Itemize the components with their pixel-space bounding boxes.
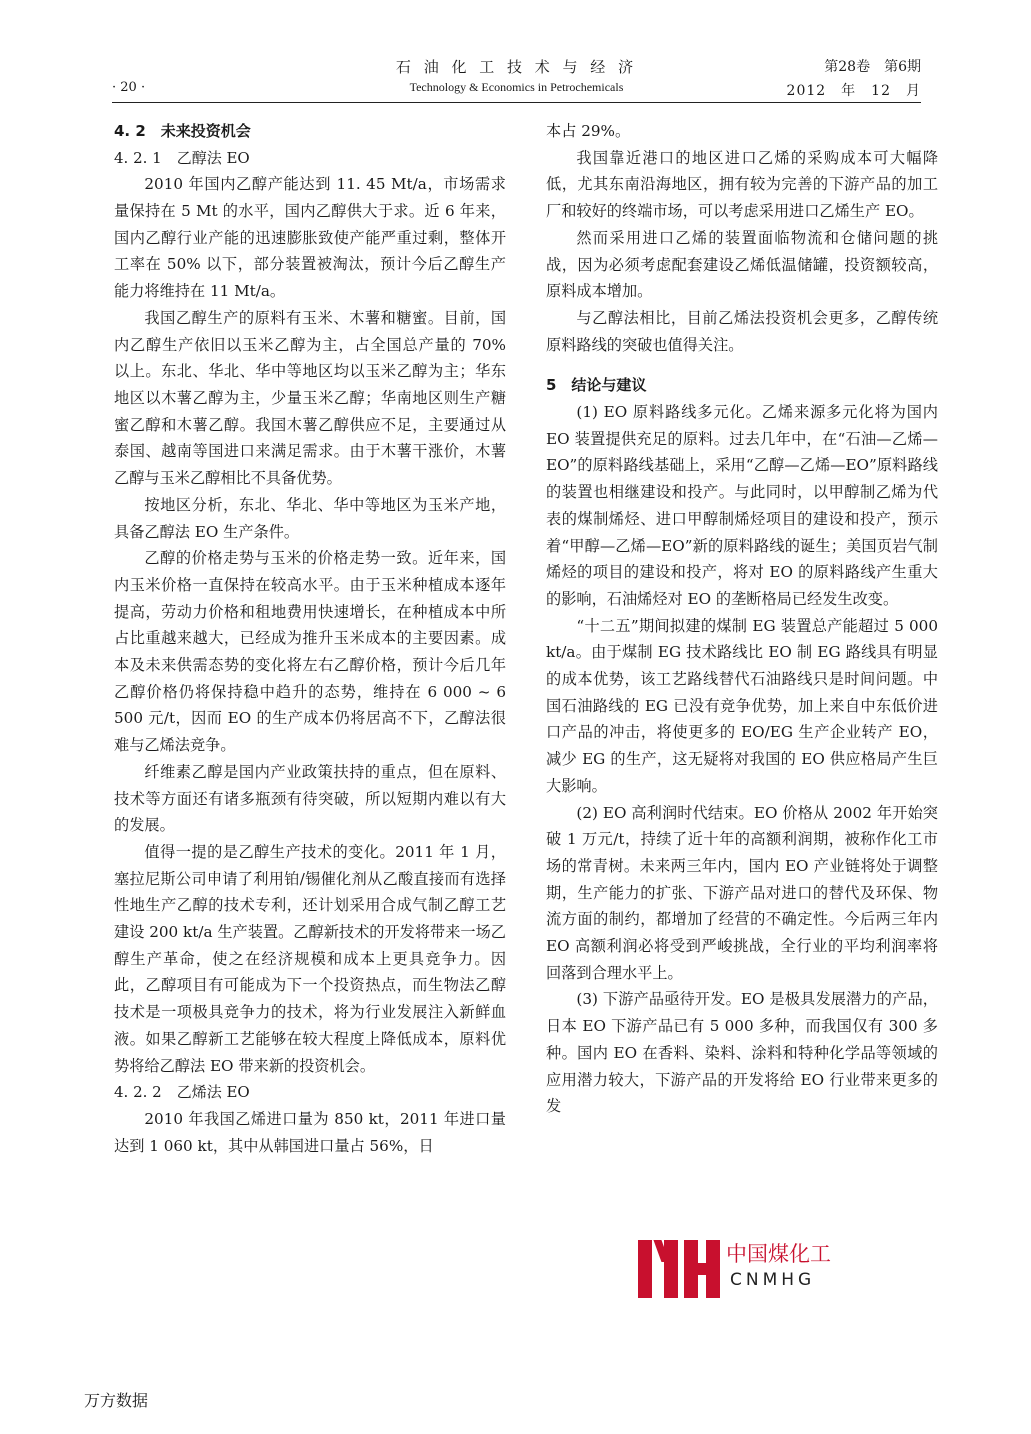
paragraph: 纤维素乙醇是国内产业政策扶持的重点，但在原料、技术等方面还有诸多瓶颈有待突破，所以短期内难以有大的发展。	[114, 762, 506, 835]
paragraph: (3) 下游产品亟待开发。EO 是极具发展潜力的产品，日本 EO 下游产品已有 5 000 多种，而我国仅有 300 多种。国内 EO 在香料、染料、涂料和特种化学品等领域的应用潜力较大，下游产品的开发将给 EO 行业带来更多的发	[546, 990, 938, 1116]
paragraph: 值得一提的是乙醇生产技术的变化。2011 年 1 月，塞拉尼斯公司申请了利用铂/锡催化剂从乙酸直接而有选择性地生产乙醇的技术专利，还计划采用合成气制乙醇工艺建设 200 kt/a 生产装置。乙醇新技术的开发将带来一场乙醇生产革命，使之在经济规模和成本上更具竞争力。因此，乙醇项目有可能成为下一个投资热点，而生物法乙醇技术是一项极具竞争力的技术，将为行业发展注入新鲜血液。如果乙醇新工艺能够在较大程度上降低成本，原料优势将给乙醇法 EO 带来新的投资机会。	[114, 842, 506, 1075]
paragraph: 然而采用进口乙烯的装置面临物流和仓储问题的挑战，因为必须考虑配套建设乙烯低温储罐，投资额较高，原料成本增加。	[546, 228, 938, 301]
paragraph: 2010 年国内乙醇产能达到 11. 45 Mt/a，市场需求量保持在 5 Mt 的水平，国内乙醇供大于求。近 6 年来，国内乙醇行业产能的迅速膨胀致使产能严重过剩，整体开工率在 50% 以下，部分装置被淘汰，预计今后乙醇生产能力将维持在 11 Mt/a。	[114, 175, 506, 301]
journal-title-en: Technology & Economics in Petrochemicals	[409, 80, 624, 94]
section-spacer	[546, 358, 938, 372]
watermark	[634, 1236, 844, 1308]
volume-issue: 第28卷 第6期	[824, 59, 921, 75]
page-number: · 20 ·	[112, 80, 146, 95]
watermark-logo-icon	[634, 1236, 724, 1304]
paragraph: 我国靠近港口的地区进口乙烯的采购成本可大幅降低，尤其东南沿海地区，拥有较为完善的下游产品的加工厂和较好的终端市场，可以考虑采用进口乙烯生产 EO。	[546, 148, 938, 221]
paragraph: 2010 年我国乙烯进口量为 850 kt，2011 年进口量达到 1 060 kt，其中从韩国进口量占 56%，日	[114, 1109, 506, 1155]
subsection-heading-4-2-2: 4. 2. 2 乙烯法 EO	[114, 1083, 250, 1102]
section-heading-4-2: 4. 2 未来投资机会	[114, 122, 251, 140]
paragraph: (2) EO 高利润时代结束。EO 价格从 2002 年开始突破 1 万元/t，持续了近十年的高额利润期，被称作化工市场的常青树。未来两三年内，国内 EO 产业链将处于调整期，生产能力的扩张、下游产品对进口的替代及环保、物流方面的制约，都增加了经营的不确定性。今后两三年内 EO 高额利润必将受到严峻挑战，全行业的平均利润率将回落到合理水平上。	[546, 803, 938, 982]
left-column	[114, 118, 506, 1159]
journal-title-cn: 石 油 化 工 技 术 与 经 济	[395, 58, 638, 76]
header-rule	[112, 102, 921, 103]
subsection-heading-4-2-1: 4. 2. 1 乙醇法 EO	[114, 148, 250, 167]
watermark-text-cn: 中国煤化工	[724, 1238, 833, 1268]
paragraph-continuation: 本占 29%。	[546, 122, 631, 140]
paragraph: (1) EO 原料路线多元化。乙烯来源多元化将为国内 EO 装置提供充足的原料。过去几年中，在“石油—乙烯—EO”的原料路线基础上，采用“乙醇—乙烯—EO”原料路线的装置也相继建设和投产。与此同时，以甲醇制乙烯为代表的煤制烯烃、进口甲醇制烯烃项目的建设和投产，预示着“甲醇—乙烯—EO”新的原料路线的诞生；美国页岩气制烯烃的项目的建设和投产，将对 EO 的原料路线产生重大的影响，石油烯烃对 EO 的垄断格局已经发生改变。	[546, 403, 938, 608]
page-header	[112, 52, 921, 104]
footer-brand: 万方数据	[84, 1391, 149, 1410]
right-column	[546, 118, 938, 1120]
paragraph: 按地区分析，东北、华北、华中等地区为玉米产地，具备乙醇法 EO 生产条件。	[114, 495, 506, 541]
paragraph: 我国乙醇生产的原料有玉米、木薯和糖蜜。目前，国内乙醇生产依旧以玉米乙醇为主，占全国总产量的 70% 以上。东北、华北、华中等地区均以玉米乙醇为主；华东地区以木薯乙醇为主，少量玉米乙醇；华南地区则生产糖蜜乙醇和木薯乙醇。我国木薯乙醇供应不足，主要通过从泰国、越南等国进口来满足需求。由于木薯干涨价，木薯乙醇与玉米乙醇相比不具备优势。	[114, 308, 506, 488]
paragraph: “十二五”期间拟建的煤制 EG 装置总产能超过 5 000 kt/a。由于煤制 EG 技术路线比 EO 制 EG 路线具有明显的成本优势，该工艺路线替代石油路线只是时间问题。中国石油路线的 EG 已没有竞争优势，加上来自中东低价进口产品的冲击，将使更多的 EO/EG 生产企业转产 EO，减少 EG 的生产，这无疑将对我国的 EO 供应格局产生巨大影响。	[546, 616, 938, 795]
paragraph: 乙醇的价格走势与玉米的价格走势一致。近年来，国内玉米价格一直保持在较高水平。由于玉米种植成本逐年提高，劳动力价格和租地费用快速增长，在种植成本中所占比重越来越大，已经成为推升玉米成本的主要因素。成本及未来供需态势的变化将左右乙醇价格，预计今后几年乙醇价格仍将保持稳中趋升的态势，维持在 6 000 ~ 6 500 元/t，因而 EO 的生产成本仍将居高不下，乙醇法很难与乙烯法竞争。	[114, 549, 506, 755]
paragraph: 与乙醇法相比，目前乙烯法投资机会更多，乙醇传统原料路线的突破也值得关注。	[546, 308, 938, 354]
watermark-text-en: CNMHG	[730, 1270, 816, 1290]
issue-date: 2012 年 12 月	[786, 83, 921, 99]
section-heading-5: 5 结论与建议	[546, 376, 647, 395]
